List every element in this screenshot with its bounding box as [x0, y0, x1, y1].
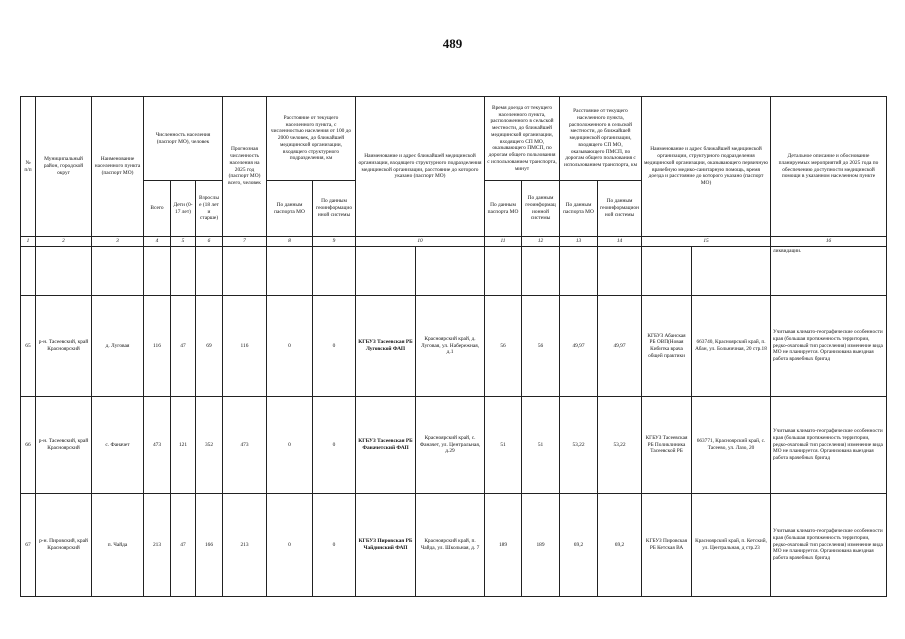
column-number: 4	[144, 237, 171, 247]
district-cell: р-н. Тасеевский, край Красноярский	[36, 397, 92, 494]
settlement-cell: п. Чайда	[92, 494, 144, 597]
km-gis-cell: 53,22	[598, 397, 642, 494]
header-cell: Наименование и адрес ближайшей медицинской организации, входящего структурного подразделения медицинской организации, расстояние до которого указано (паспорт МО)	[356, 97, 485, 237]
header-cell: По данным паспорта МО	[267, 181, 313, 237]
header-cell: № п/п	[21, 97, 36, 237]
total-cell: 473	[144, 397, 171, 494]
column-number: 10	[356, 237, 485, 247]
column-number-row	[21, 237, 887, 247]
forecast-cell: 116	[223, 296, 267, 397]
pmsp-address-cell: 663771, Красноярский край, с. Тасеево, ул. Лазо, 20	[692, 397, 771, 494]
continuation-row	[21, 247, 887, 296]
header-row-1	[21, 97, 887, 181]
adults-cell: 352	[196, 397, 223, 494]
km-passport-cell: 49,97	[560, 296, 598, 397]
row-number: 67	[21, 494, 36, 597]
pmsp-address-cell: Красноярский край, п. Кетский, ул. Центральная, д стр.23	[692, 494, 771, 597]
column-number: 7	[223, 237, 267, 247]
mo-name-cell: КГБУЗ Тасеевская РБ Фаначетский ФАП	[356, 397, 416, 494]
time-gis-cell: 56	[522, 296, 560, 397]
dist-gis-cell: 0	[313, 494, 356, 597]
column-number: 16	[771, 237, 887, 247]
children-cell: 47	[171, 296, 196, 397]
km-gis-cell: 49,97	[598, 296, 642, 397]
continuation-text: ликвидации.	[771, 247, 887, 296]
dist-passport-cell: 0	[267, 494, 313, 597]
total-cell: 213	[144, 494, 171, 597]
column-number: 9	[313, 237, 356, 247]
mo-name-cell: КГБУЗ Тасеевская РБ Луговской ФАП	[356, 296, 416, 397]
time-passport-cell: 56	[485, 296, 522, 397]
pmsp-address-cell: 663740, Красноярский край, п. Абан, ул. Больничная, 20 стр.18	[692, 296, 771, 397]
header-cell: По данным геоинформационной системы	[598, 181, 642, 237]
header-cell: По данным паспорта МО	[485, 181, 522, 237]
children-cell: 121	[171, 397, 196, 494]
header-cell: По данным паспорта МО	[560, 181, 598, 237]
district-cell: р-н. Тасеевский, край Красноярский	[36, 296, 92, 397]
column-number: 13	[560, 237, 598, 247]
column-number: 15	[642, 237, 771, 247]
km-gis-cell: 69,2	[598, 494, 642, 597]
measures-cell: Учитывая климато-географические особенности края (большая протяженность территории, редко-очаговый тип расселения) изменение вида МО не планируется. Организована выездная работа врачебных бригад	[771, 296, 887, 397]
time-passport-cell: 189	[485, 494, 522, 597]
column-number: 12	[522, 237, 560, 247]
header-cell: Муниципальный район, городской округ	[36, 97, 92, 237]
dist-gis-cell: 0	[313, 397, 356, 494]
measures-cell: Учитывая климато-географические особенности края (большая протяженность территории, редко-очаговый тип расселения) изменение вида МО не планируется. Организована выездная работа врачебных бригад	[771, 494, 887, 597]
page-number: 489	[442, 36, 463, 51]
header-cell: По данным геоинформационной системы	[313, 181, 356, 237]
header-cell: Численность населения (паспорт МО), человек	[144, 97, 223, 181]
pmsp-name-cell: КГБУЗ Абанская РБ ОВП(Новая Кибитка врача общей практики	[642, 296, 692, 397]
km-passport-cell: 53,22	[560, 397, 598, 494]
table-row	[21, 397, 887, 494]
header-cell: Прогнозная численность населения на 2025 год (паспорт МО) всего, человек	[223, 97, 267, 237]
mo-name-cell: КГБУЗ Пировская РБ Чайдинский ФАП	[356, 494, 416, 597]
header-cell: Всего	[144, 181, 171, 237]
header-cell: Расстояние от текущего населенного пункта, расположенного в сельской местности, до ближайшей медицинской организации, входящего СП МО, оказывающего ПМСП, по дорогам общего пользования с использованием транспорта, км	[560, 97, 642, 181]
column-number: 5	[171, 237, 196, 247]
column-number: 8	[267, 237, 313, 247]
header-cell: Дети (0-17 лет)	[171, 181, 196, 237]
dist-passport-cell: 0	[267, 397, 313, 494]
mo-address-cell: Красноярский край, с. Фаначет, ул. Центральная, д.29	[416, 397, 485, 494]
mo-address-cell: Красноярский край, д. Луговая, ул. Набережная, д.1	[416, 296, 485, 397]
dist-passport-cell: 0	[267, 296, 313, 397]
total-cell: 116	[144, 296, 171, 397]
forecast-cell: 473	[223, 397, 267, 494]
table-row	[21, 296, 887, 397]
column-number: 11	[485, 237, 522, 247]
measures-cell: Учитывая климато-географические особенности края (большая протяженность территории, редко-очаговый тип расселения) изменение вида МО не планируется. Организована выездная работа врачебных бригад	[771, 397, 887, 494]
time-gis-cell: 51	[522, 397, 560, 494]
column-number: 2	[36, 237, 92, 247]
dist-gis-cell: 0	[313, 296, 356, 397]
mo-address-cell: Красноярский край, п. Чайда, ул. Школьная, д. 7	[416, 494, 485, 597]
time-gis-cell: 189	[522, 494, 560, 597]
pmsp-name-cell: КГБУЗ Тасеевская РБ Поликлиника Тасеевской РБ	[642, 397, 692, 494]
header-cell: Наименование и адрес ближайшей медицинской организации, структурного подразделения медицинской организации, оказывающего первичную врачебную медико-санитарную помощь, время доезда и расстояние до которого указано (паспорт МО)	[642, 97, 771, 237]
header-cell: Детальное описание и обоснование планируемых мероприятий до 2025 года по обеспечению доступности медицинской помощи в указанном населенном пункте	[771, 97, 887, 237]
column-number: 3	[92, 237, 144, 247]
district-cell: р-н. Пировский, край Красноярский	[36, 494, 92, 597]
settlement-cell: с. Фаначет	[92, 397, 144, 494]
adults-cell: 166	[196, 494, 223, 597]
table-row	[21, 494, 887, 597]
forecast-cell: 213	[223, 494, 267, 597]
pmsp-name-cell: КГБУЗ Пировская РБ Кетская ВА	[642, 494, 692, 597]
adults-cell: 69	[196, 296, 223, 397]
column-number: 6	[196, 237, 223, 247]
header-cell: Время доезда от текущего населенного пункта, расположенного в сельской местности, до ближайшей медицинской организации, входящего СП МО, оказывающего ПМСП, по дорогам общего пользования с использованием транспорта, минут	[485, 97, 560, 181]
header-cell: Взрослые (18 лет и старше)	[196, 181, 223, 237]
km-passport-cell: 69,2	[560, 494, 598, 597]
column-number: 1	[21, 237, 36, 247]
children-cell: 47	[171, 494, 196, 597]
header-cell: По данным геоинформационной системы	[522, 181, 560, 237]
header-cell: Расстояние от текущего населенного пункта, с численностью населения от 100 до 2000 человек, до ближайшей медицинской организации, входящего структурного подразделения, км	[267, 97, 356, 181]
row-number: 66	[21, 397, 36, 494]
settlement-cell: д. Луговая	[92, 296, 144, 397]
row-number: 65	[21, 296, 36, 397]
settlements-table	[20, 96, 887, 597]
header-cell: Наименование населенного пункта (паспорт МО)	[92, 97, 144, 237]
column-number: 14	[598, 237, 642, 247]
time-passport-cell: 51	[485, 397, 522, 494]
